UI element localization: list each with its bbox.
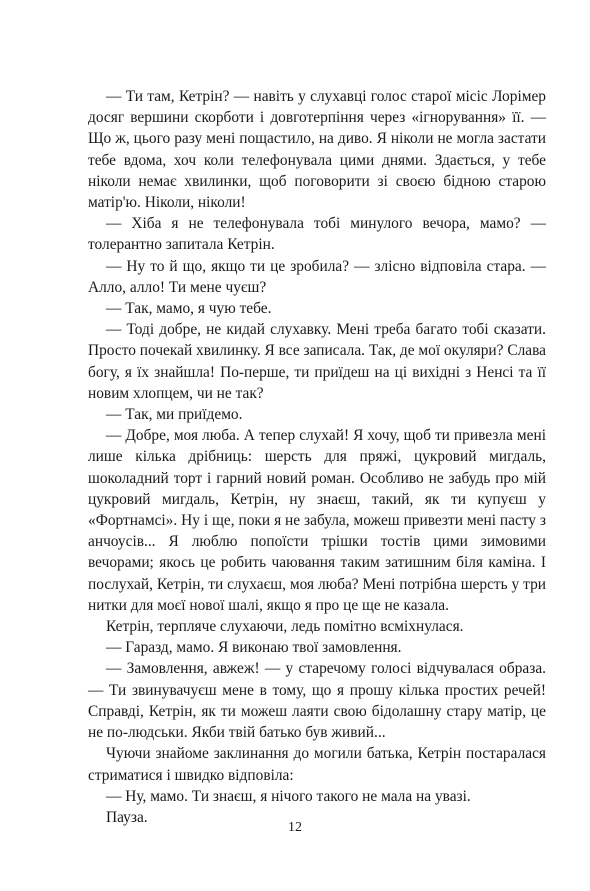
paragraph: — Ти там, Кетрін? — навіть у слухавці голос старої місіс Лорімер досяг вершини скорботи і довготерпіння через «ігнорування» її. — Що ж, цього разу мені пощастило, на диво. Я ніколи не могла застати тебе вдома, хоч коли телефонувала цими днями. Здається, у тебе ніколи немає хвилинки, щоб поговорити зі своєю бідною старою матір'ю. Ніколи, ніколи!	[88, 88, 546, 212]
paragraph: — Ну то й що, якщо ти це зробила? — злісно відповіла стара. — Алло, алло! Ти мене чуєш?	[88, 257, 546, 296]
page-number: 12	[288, 820, 302, 835]
paragraph: — Гаразд, мамо. Я виконаю твої замовлення.	[106, 639, 402, 657]
paragraph: Пауза.	[106, 808, 148, 826]
paragraph: — Добре, моя люба. А тепер слухай! Я хочу, щоб ти привезла мені лише кілька дрібниць: шерсть для пряжі, цукровий мигдаль, шоколадний торт і гарний новий роман. Особливо не забудь про мій цукровий мигдаль, Кетрін, ну знаєш, такий, як ти купуєш у «Фортнамсі». Ну і ще, поки я не забула, можеш привезти мені пасту з анчоусів... Я люблю попоїсти трішки тостів цими зимовими вечорами; якось це робить чаювання таким затишним біля каміна. І послухай, Кетрін, ти слухаєш, моя люба? Мені потрібна шерсть у три нитки для моєї нової шалі, якщо я про це ще не казала.	[88, 427, 546, 614]
paragraph: — Тоді добре, не кидай слухавку. Мені треба багато тобі сказати. Просто почекай хвилинку. Я все записала. Так, де мої окуляри? Слава богу, я їх знайшла! По-перше, ти приїдеш на ці вихідні з Ненсі та її новим хлопцем, чи не так?	[88, 321, 546, 402]
paragraph: — Так, ми приїдемо.	[106, 406, 243, 424]
paragraph: Чуючи знайоме заклинання до могили батька, Кетрін постаралася стриматися і швидко відповіла:	[88, 745, 546, 784]
body-text	[88, 86, 546, 828]
paragraph: — Хіба я не телефонувала тобі минулого вечора, мамо? — толерантно запитала Кетрін.	[88, 215, 546, 254]
paragraph: — Ну, мамо. Ти знаєш, я нічого такого не мала на увазі.	[106, 787, 471, 805]
paragraph: — Так, мамо, я чую тебе.	[106, 300, 272, 318]
paragraph: Кетрін, терпляче слухаючи, ледь помітно всміхнулася.	[106, 618, 464, 636]
paragraph: — Замовлення, авжеж! — у старечому голосі відчувалася образа. — Ти звинувачуєш мене в тому, що я прошу кілька простих речей! Справді, Кетрін, як ти можеш лаяти свою бідолашну стару матір, це не по-людськи. Якби твій батько був живий...	[88, 660, 546, 742]
